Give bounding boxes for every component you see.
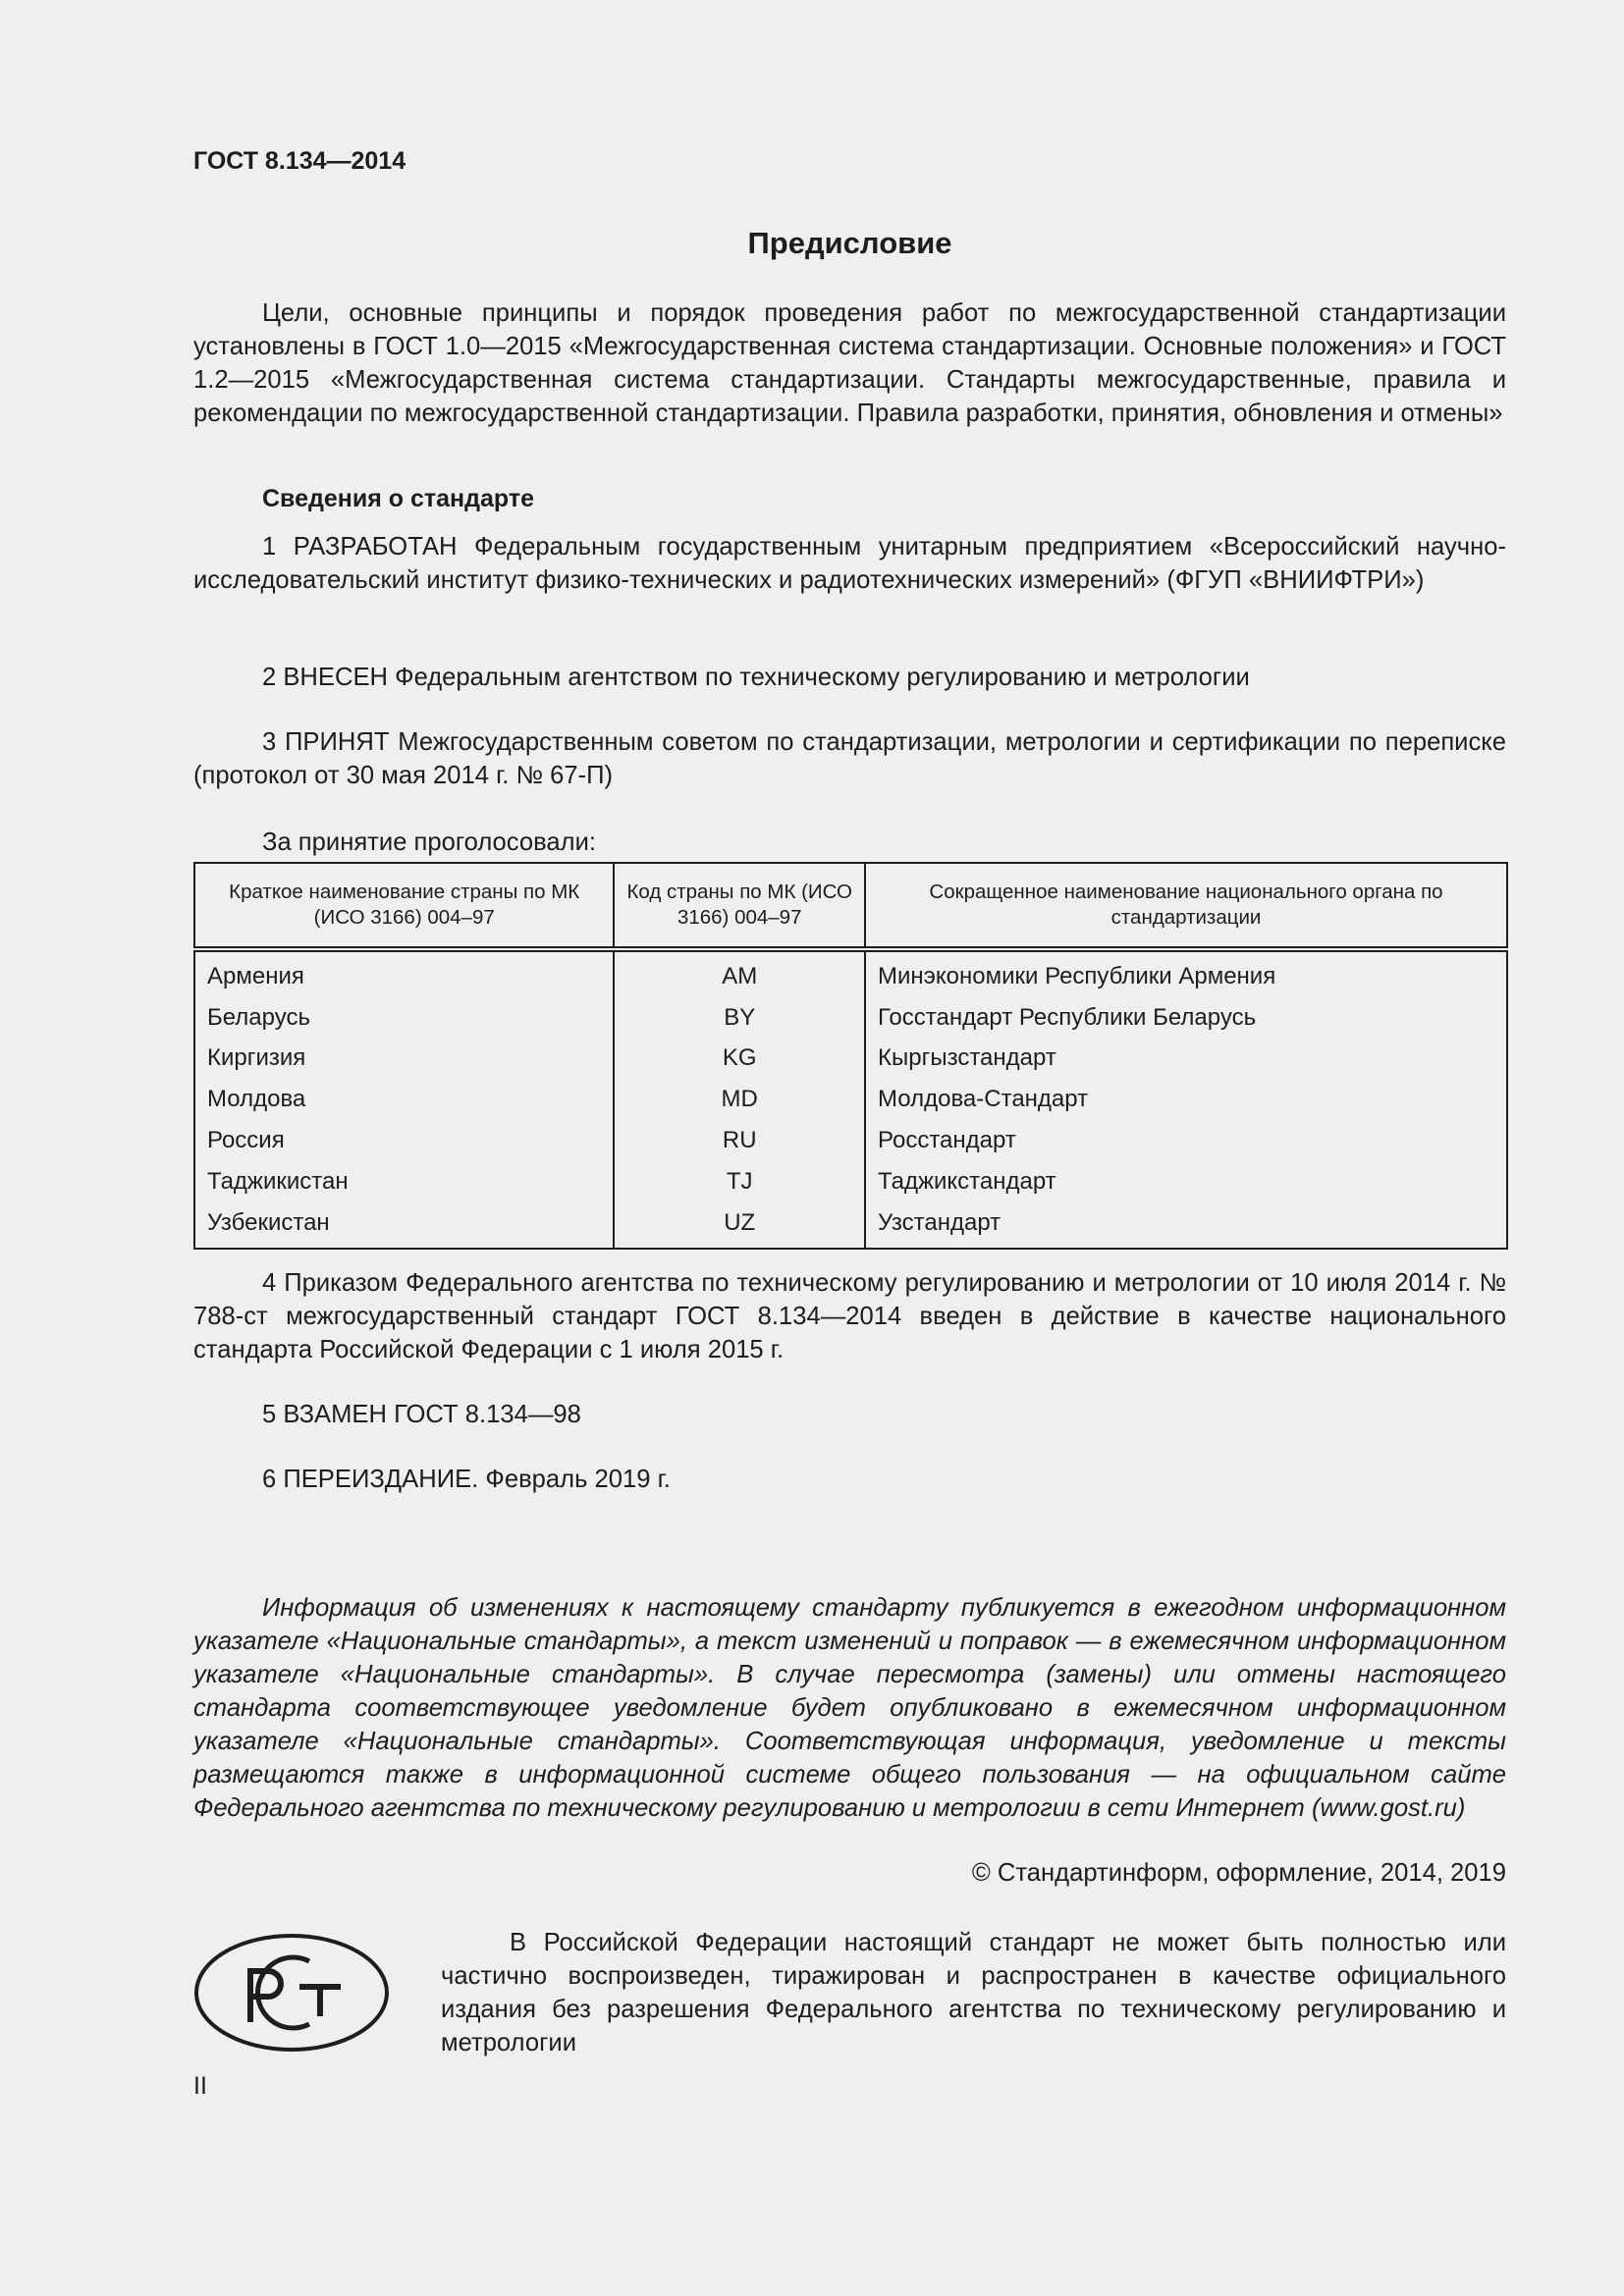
info-heading: Сведения о стандарте: [262, 485, 535, 512]
page-title: Предисловие: [747, 226, 952, 260]
table-row: [194, 1202, 1507, 1249]
country-code: KG: [614, 1039, 865, 1080]
table-row: [194, 1120, 1507, 1161]
page-number: II: [193, 2072, 207, 2100]
country-name: Армения: [194, 949, 614, 997]
item-reissue: 6 ПЕРЕИЗДАНИЕ. Февраль 2019 г.: [262, 1466, 671, 1493]
item-adopted: 3 ПРИНЯТ Межгосударственным советом по стандартизации, метрологии и сертификации по переписке (протокол от 30 мая 2014 г. № 67-П): [193, 728, 1506, 789]
national-body: Минэкономики Республики Армения: [865, 949, 1507, 997]
table-row: [194, 997, 1507, 1039]
country-code: BY: [614, 997, 865, 1039]
voting-countries-table: [193, 862, 1508, 1250]
national-body: Росстандарт: [865, 1120, 1507, 1161]
country-name: Таджикистан: [194, 1161, 614, 1202]
gost-r-logo-icon: [193, 1932, 390, 2054]
intro-paragraph: Цели, основные принципы и порядок проведения работ по межгосударственной стандартизации установлены в ГОСТ 1.0—2015 «Межгосударственная система стандартизации. Основные положения» и ГОСТ 1.2—2015 «Межгосударственная система стандартизации. Стандарты межгосударственные, правила и рекомендации по межгосударственной стандартизации. Правила разработки, принятия, обновления и отмены»: [193, 299, 1506, 427]
rights-notice: В Российской Федерации настоящий стандарт не может быть полностью или частично воспроизведен, тиражирован и распространен в качестве официального издания без разрешения Федерального агентства по техническому регулированию и метрологии: [441, 1929, 1506, 2056]
national-body: Кыргызстандарт: [865, 1039, 1507, 1080]
country-name: Беларусь: [194, 997, 614, 1039]
copyright-line: © Стандартинформ, оформление, 2014, 2019: [971, 1859, 1506, 1887]
country-code: AM: [614, 949, 865, 997]
country-name: Киргизия: [194, 1039, 614, 1080]
country-code: MD: [614, 1079, 865, 1120]
national-body: Госстандарт Республики Беларусь: [865, 997, 1507, 1039]
national-body: Таджикстандарт: [865, 1161, 1507, 1202]
table-row: [194, 1161, 1507, 1202]
document-header: ГОСТ 8.134—2014: [193, 147, 406, 175]
country-code: TJ: [614, 1161, 865, 1202]
voted-label: За принятие проголосовали:: [262, 828, 596, 856]
header-country-code: Код страны по МК (ИСО 3166) 004–97: [614, 863, 865, 949]
country-name: Узбекистан: [194, 1202, 614, 1249]
national-body: Молдова-Стандарт: [865, 1079, 1507, 1120]
table-row: [194, 949, 1507, 997]
country-name: Молдова: [194, 1079, 614, 1120]
table-row: [194, 1039, 1507, 1080]
item-replaces: 5 ВЗАМЕН ГОСТ 8.134—98: [262, 1401, 581, 1428]
header-national-body: Сокращенное наименование национального органа по стандартизации: [865, 863, 1507, 949]
item-developed: 1 РАЗРАБОТАН Федеральным государственным унитарным предприятием «Всероссийский научно-исследовательский институт физико-технических и радиотехнических измерений» (ФГУП «ВНИИФТРИ»): [193, 533, 1506, 594]
table-header-row: [194, 863, 1507, 949]
country-code: UZ: [614, 1202, 865, 1249]
national-body: Узстандарт: [865, 1202, 1507, 1249]
change-notice: Информация об изменениях к настоящему стандарту публикуется в ежегодном информационном указателе «Национальные стандарты», а текст изменений и поправок — в ежемесячном информационном указателе «Национальные стандарты». В случае пересмотра (замены) или отмены настоящего стандарта соответствующее уведомление будет опубликовано в ежемесячном информационном указателе «Национальные стандарты». Соответствующая информация, уведомление и тексты размещаются также в информационной системе общего пользования — на официальном сайте Федерального агентства по техническому регулированию и метрологии в сети Интернет (www.gost.ru): [193, 1594, 1506, 1822]
item-order: 4 Приказом Федерального агентства по техническому регулированию и метрологии от 10 июля 2014 г. № 788-ст межгосударственный стандарт ГОСТ 8.134—2014 введен в действие в качестве национального стандарта Российской Федерации с 1 июля 2015 г.: [193, 1269, 1506, 1363]
country-code: RU: [614, 1120, 865, 1161]
header-country-name: Краткое наименование страны по МК (ИСО 3166) 004–97: [194, 863, 614, 949]
country-name: Россия: [194, 1120, 614, 1161]
item-introduced: 2 ВНЕСЕН Федеральным агентством по техническому регулированию и метрологии: [262, 664, 1250, 691]
table-row: [194, 1079, 1507, 1120]
